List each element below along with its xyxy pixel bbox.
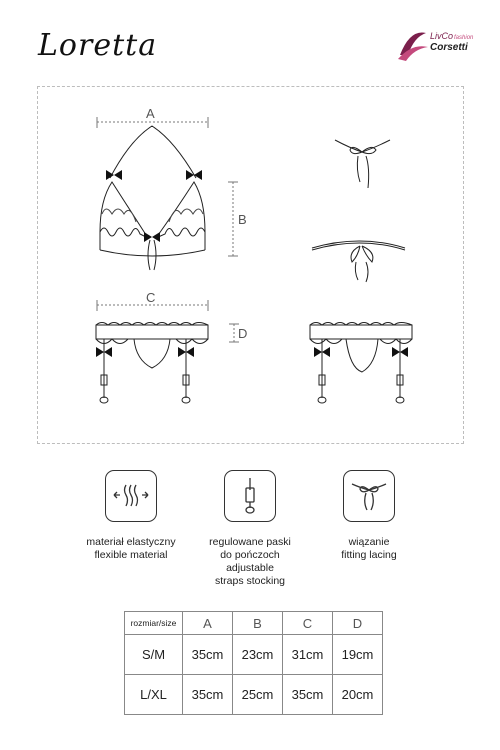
lacing-icon [343,470,395,522]
page-title: Loretta [38,28,158,63]
table-row [125,675,383,715]
brand-name-bottom: Corsetti [430,42,468,53]
feature-flexible-material [68,470,194,562]
feature-lacing-en: fitting lacing [341,549,397,561]
size-table-header-row [125,612,383,635]
garter-back-bows [314,347,408,357]
value-cell: 19cm [333,635,383,675]
value-cell: 35cm [283,675,333,715]
size-table-header-label: rozmiar/size [125,612,183,635]
garter-back-drawing [310,323,412,404]
size-table-col-d: D [333,612,383,635]
feature-straps-pl-2: do pończoch [220,549,280,561]
size-cell: L/XL [125,675,183,715]
garter-clip-icon [224,470,276,522]
feature-adjustable-straps [186,470,314,588]
feature-flexible-pl: materiał elastyczny [86,536,176,548]
value-cell: 35cm [183,675,233,715]
bra-back-halter-drawing [335,140,390,188]
stretch-icon [105,470,157,522]
dimension-b-label: B [238,212,247,227]
size-table-col-b: B [233,612,283,635]
value-cell: 31cm [283,635,333,675]
feature-straps-en-2: straps stocking [214,575,286,587]
size-table-col-c: C [283,612,333,635]
table-row [125,635,383,675]
brand-name-top: LivCo [430,31,454,41]
size-table-col-a: A [183,612,233,635]
feature-straps-pl-1: regulowane paski [209,536,291,548]
value-cell: 20cm [333,675,383,715]
dimension-d-label: D [238,326,248,341]
size-cell: S/M [125,635,183,675]
bra-back-band-drawing [312,241,405,282]
value-cell: 23cm [233,635,283,675]
dimension-c-label: C [146,290,156,305]
feature-flexible-en: flexible material [94,549,168,561]
bra-front-drawing [100,126,205,270]
feature-lacing-pl: wiązanie [348,536,390,548]
size-table [124,611,383,715]
garter-front-drawing [96,323,208,404]
value-cell: 35cm [183,635,233,675]
garter-front-bows [96,347,194,357]
dimension-a-label: A [146,106,155,121]
value-cell: 25cm [233,675,283,715]
feature-straps-en-1: adjustable [226,562,274,574]
brand-tagline: fashion [454,35,474,41]
feature-fitting-lacing [306,470,432,562]
bra-bows [106,170,202,242]
